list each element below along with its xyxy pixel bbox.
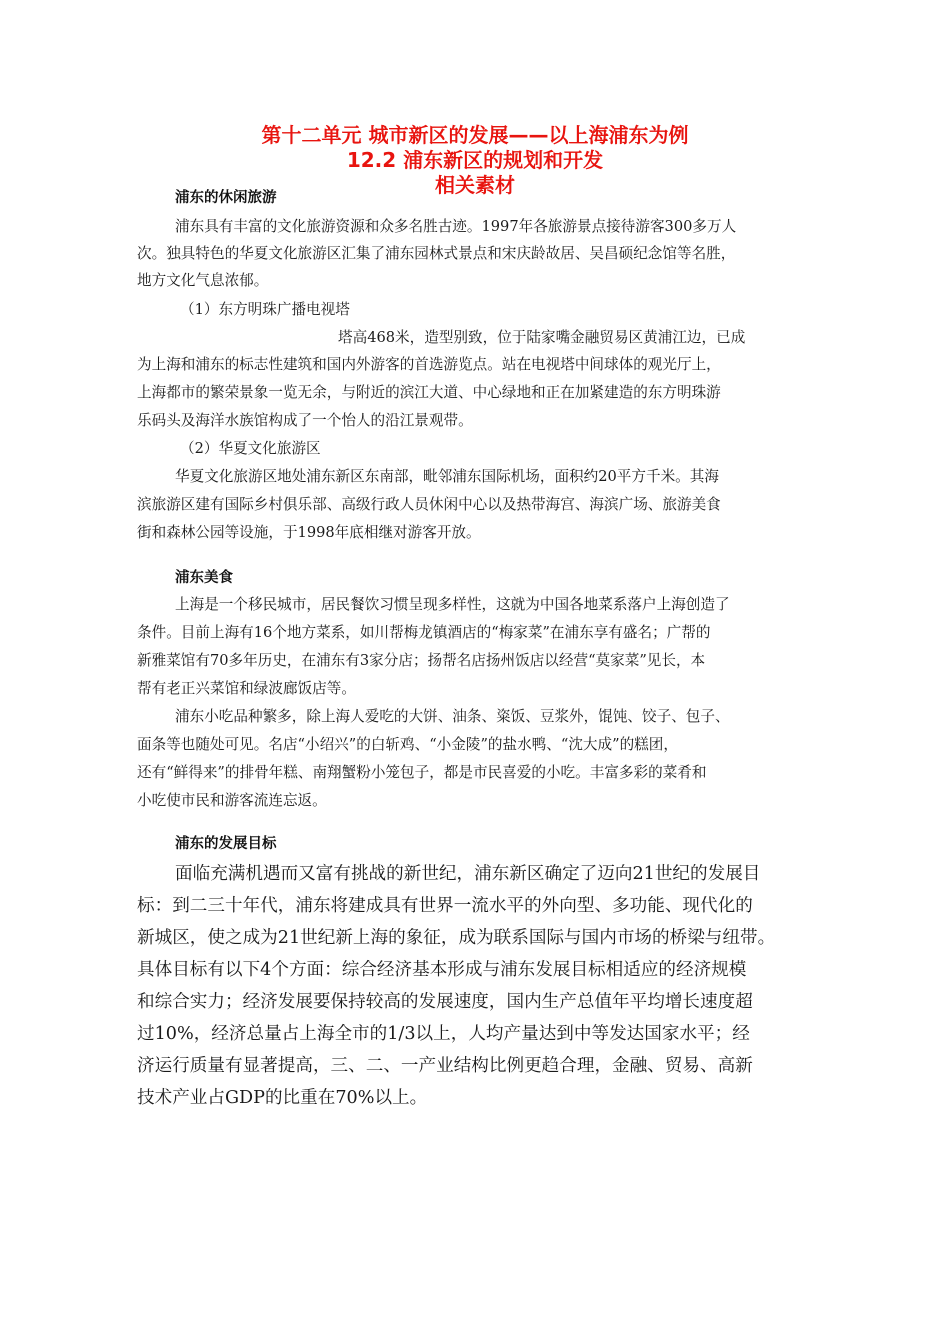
paragraph-line: 上海是一个移民城市，居民餐饮习惯呈现多样性，这就为中国各地菜系落户上海创造了: [175, 596, 730, 613]
paragraph-line: 小吃使市民和游客流连忘返。: [137, 792, 327, 809]
paragraph-line: 还有“鲜得来”的排骨年糕、南翔蟹粉小笼包子，都是市民喜爱的小吃。丰富多彩的菜肴和: [137, 764, 707, 781]
paragraph-line: 具体目标有以下4个方面：综合经济基本形成与浦东发展目标相适应的经济规模: [137, 960, 747, 980]
paragraph-line: 为上海和浦东的标志性建筑和国内外游客的首选游览点。站在电视塔中间球体的观光厅上，: [137, 356, 721, 373]
paragraph-line: 标：到二三十年代，浦东将建成具有世界一流水平的外向型、多功能、现代化的: [137, 896, 753, 916]
paragraph-line: 上海都市的繁荣景象一览无余，与附近的滨江大道、中心绿地和正在加紧建造的东方明珠游: [137, 384, 721, 401]
section-heading-leisure: 浦东的休闲旅游: [175, 190, 277, 206]
paragraph-line: 乐码头及海洋水族馆构成了一个怡人的沿江景观带。: [137, 412, 473, 429]
section-heading-goals: 浦东的发展目标: [175, 836, 277, 852]
section-heading-food: 浦东美食: [175, 570, 233, 586]
paragraph-line: 济运行质量有显著提高，三、二、一产业结构比例更趋合理，金融、贸易、高新: [137, 1056, 753, 1076]
subsection-title: （1）东方明珠广播电视塔: [180, 301, 350, 318]
paragraph-line: 次。独具特色的华夏文化旅游区汇集了浦东园林式景点和宋庆龄故居、吴昌硕纪念馆等名胜，: [137, 245, 736, 262]
paragraph-line: 滨旅游区建有国际乡村俱乐部、高级行政人员休闲中心以及热带海宫、海滨广场、旅游美食: [137, 496, 721, 513]
paragraph-line: 过10%，经济总量占上海全市的1/3以上，人均产量达到中等发达国家水平；经: [137, 1024, 750, 1044]
unit-title: 第十二单元 城市新区的发展——以上海浦东为例: [261, 123, 689, 147]
subsection-title: （2）华夏文化旅游区: [180, 440, 321, 457]
paragraph-line: 帮有老正兴菜馆和绿波廊饭店等。: [137, 680, 356, 697]
paragraph-line: 塔高468米，造型别致，位于陆家嘴金融贸易区黄浦江边，已成: [338, 329, 746, 346]
lesson-title: 12.2 浦东新区的规划和开发: [346, 148, 604, 172]
paragraph-line: 技术产业占GDP的比重在70%以上。: [137, 1088, 428, 1108]
paragraph-line: 地方文化气息浓郁。: [137, 272, 269, 289]
paragraph-line: 浦东小吃品种繁多，除上海人爱吃的大饼、油条、粢饭、豆浆外，馄饨、饺子、包子、: [175, 708, 730, 725]
paragraph-line: 华夏文化旅游区地处浦东新区东南部，毗邻浦东国际机场，面积约20平方千米。其海: [175, 468, 719, 485]
paragraph-line: 街和森林公园等设施，于1998年底相继对游客开放。: [137, 524, 481, 541]
paragraph-line: 新雅菜馆有70多年历史，在浦东有3家分店；扬帮名店扬州饭店以经营“莫家菜”见长，本: [137, 652, 706, 669]
paragraph-line: 浦东具有丰富的文化旅游资源和众多名胜古迹。1997年各旅游景点接待游客300多万人: [175, 218, 737, 235]
paragraph-line: 面临充满机遇而又富有挑战的新世纪，浦东新区确定了迈向21世纪的发展目: [175, 864, 761, 884]
paragraph-line: 和综合实力；经济发展要保持较高的发展速度，国内生产总值年平均增长速度超: [137, 992, 753, 1012]
paragraph-line: 新城区，使之成为21世纪新上海的象征，成为联系国际与国内市场的桥梁与纽带。: [137, 928, 776, 948]
paragraph-line: 面条等也随处可见。名店“小绍兴”的白斩鸡、“小金陵”的盐水鸭、“沈大成”的糕团，: [137, 736, 678, 753]
paragraph-line: 条件。目前上海有16个地方菜系，如川帮梅龙镇酒店的“梅家菜”在浦东享有盛名；广帮的: [137, 624, 711, 641]
materials-title: 相关素材: [435, 173, 515, 197]
